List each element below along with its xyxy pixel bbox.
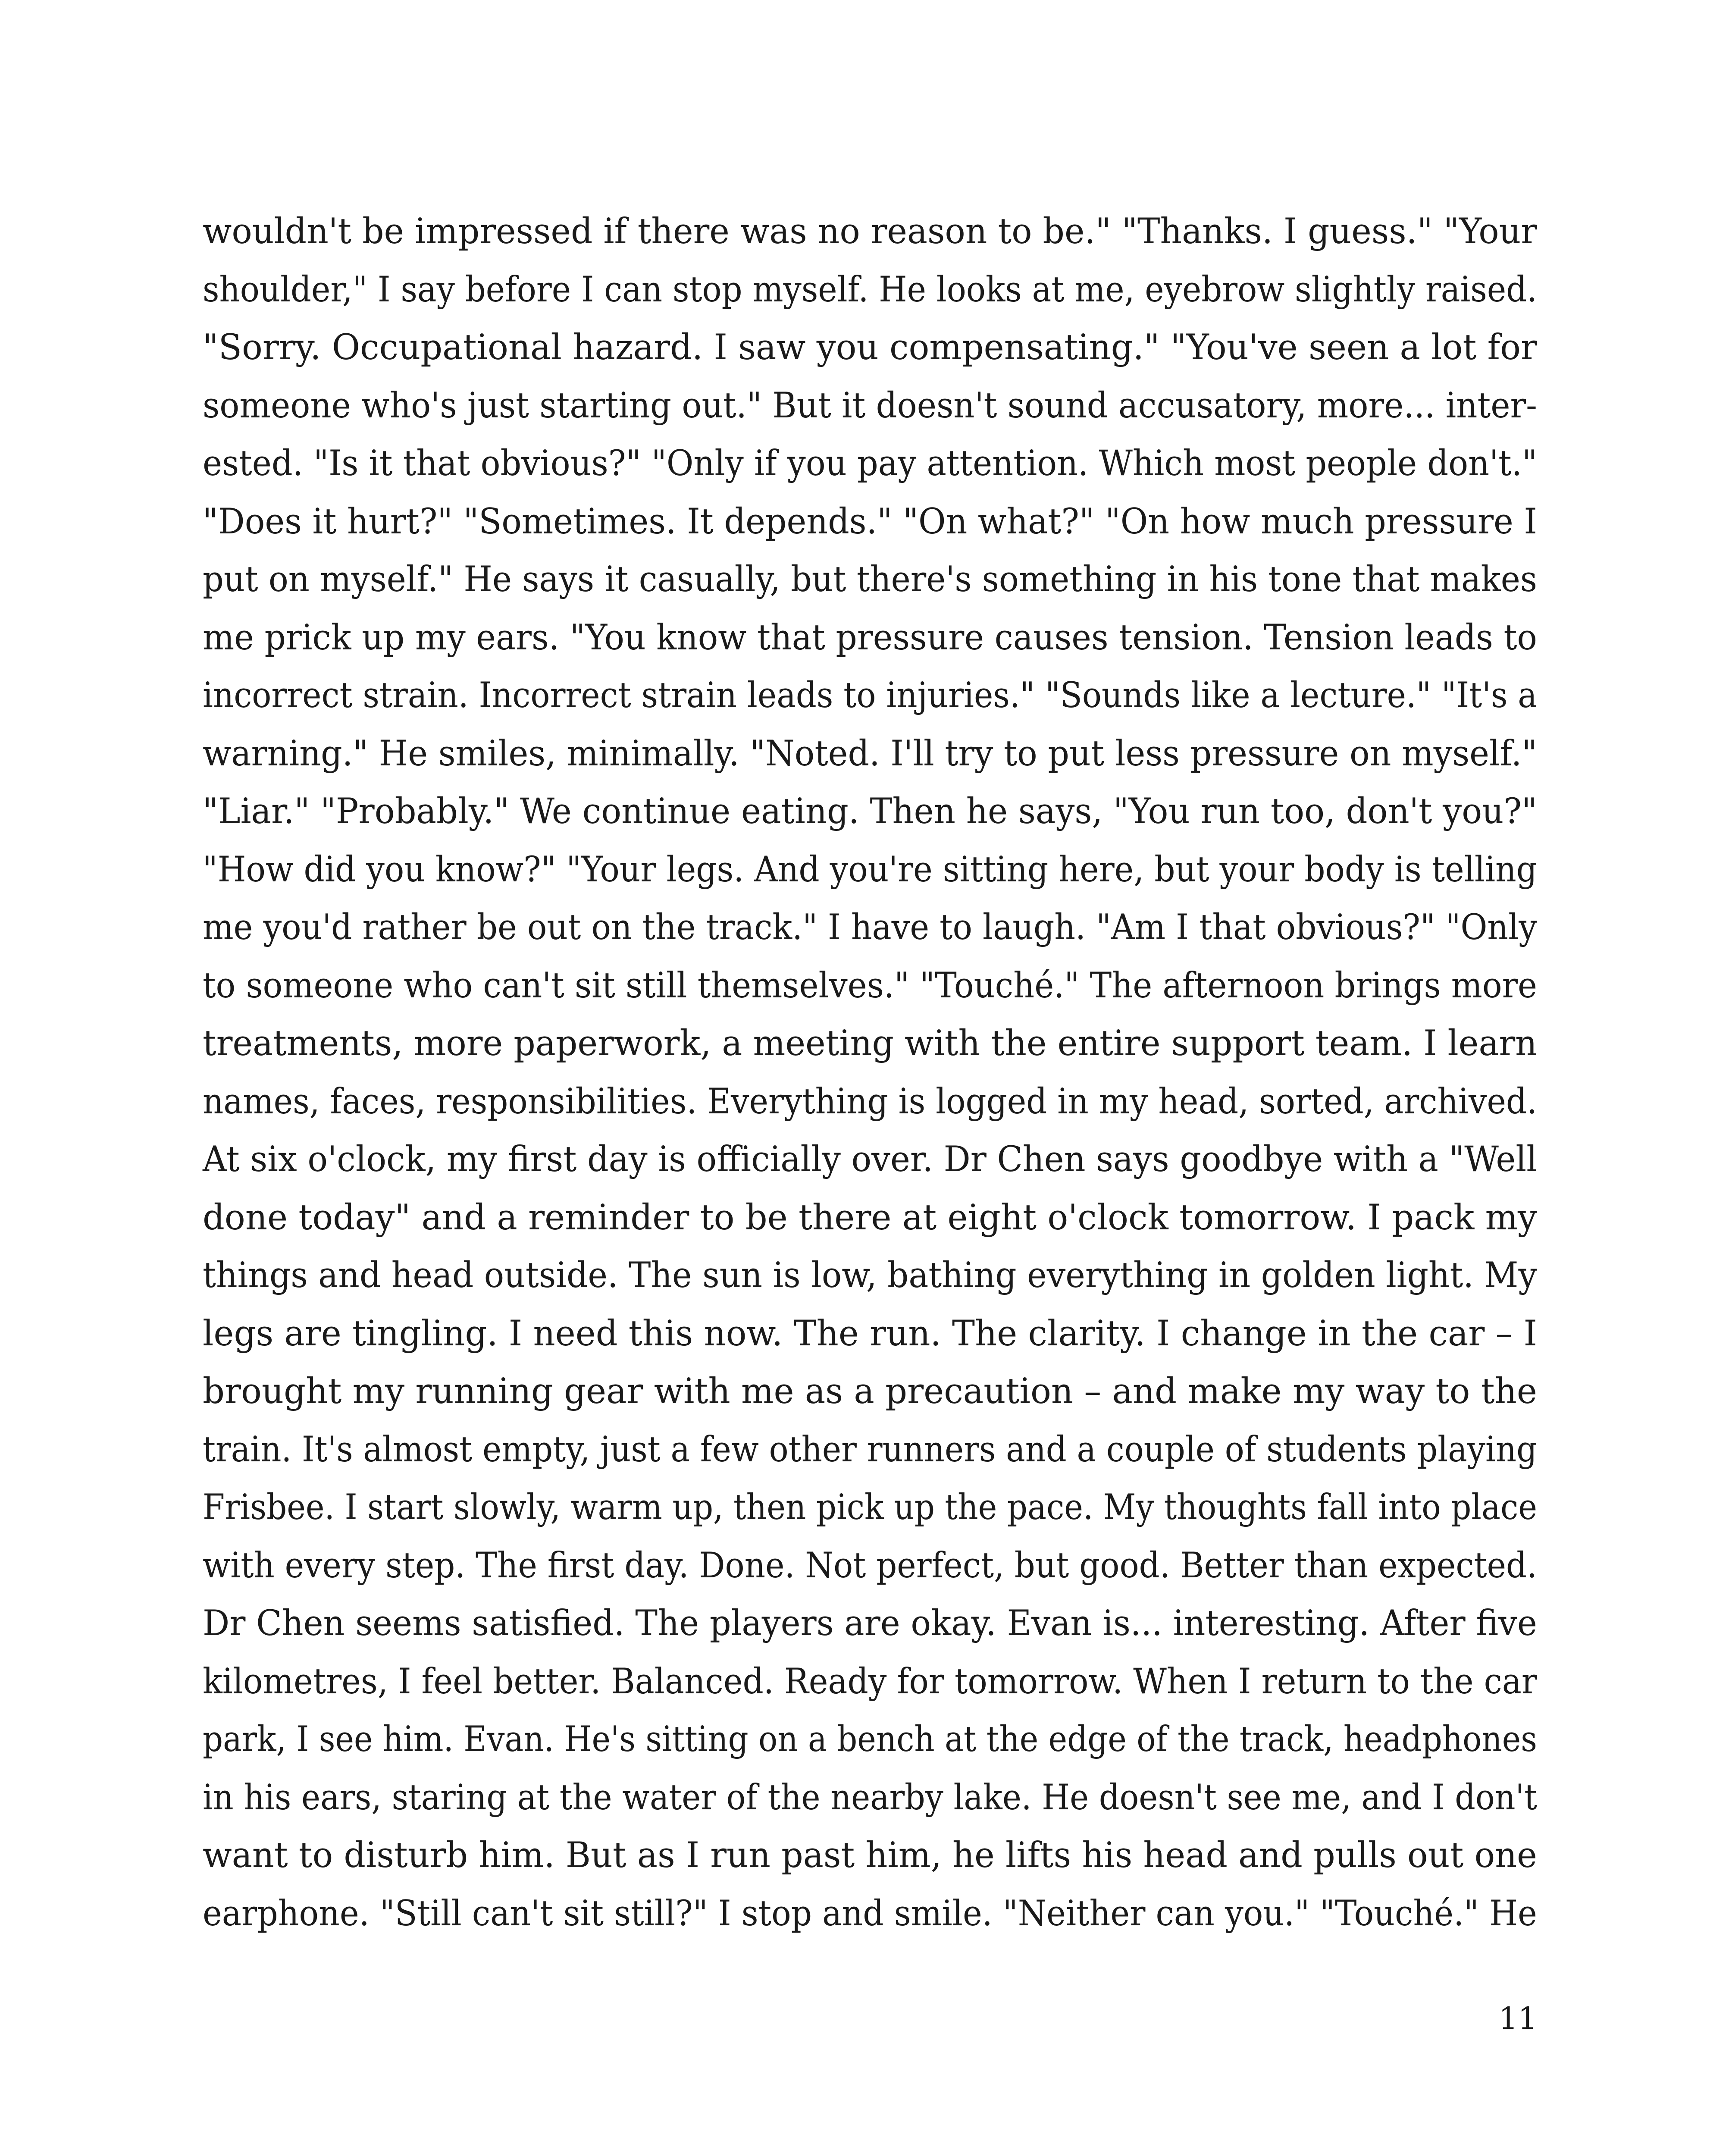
- text-line: Frisbee. I start slowly, warm up, then pick up the pace. My thoughts fall into place: [203, 1487, 1537, 1528]
- text-line: ested. "Is it that obvious?" "Only if you pay attention. Which most people don't.": [203, 443, 1537, 484]
- text-line: treatments, more paperwork, a meeting with the entire support team. I learn: [203, 1023, 1537, 1064]
- text-line: "Does it hurt?" "Sometimes. It depends." "On what?" "On how much pressure I: [203, 501, 1537, 542]
- text-line: things and head outside. The sun is low, bathing everything in golden light. My: [203, 1255, 1537, 1296]
- text-line: train. It's almost empty, just a few other runners and a couple of students playing: [203, 1429, 1537, 1470]
- text-line: me you'd rather be out on the track." I have to laugh. "Am I that obvious?" "Only: [203, 907, 1537, 948]
- text-line: legs are tingling. I need this now. The run. The clarity. I change in the car – I: [203, 1313, 1537, 1354]
- text-line: "Liar." "Probably." We continue eating. Then he says, "You run too, don't you?": [203, 791, 1537, 832]
- text-line: someone who's just starting out." But it doesn't sound accusatory, more... inter-: [203, 385, 1537, 426]
- text-line: with every step. The first day. Done. Not perfect, but good. Better than expected.: [203, 1545, 1537, 1586]
- text-line: "Sorry. Occupational hazard. I saw you compensating." "You've seen a lot for: [203, 327, 1537, 368]
- text-line: to someone who can't sit still themselves." "Touché." The afternoon brings more: [203, 965, 1537, 1006]
- text-line: earphone. "Still can't sit still?" I stop and smile. "Neither can you." "Touché." He: [203, 1893, 1537, 1934]
- text-line: wouldn't be impressed if there was no reason to be." "Thanks. I guess." "Your: [203, 211, 1537, 252]
- text-line: me prick up my ears. "You know that pressure causes tension. Tension leads to: [203, 617, 1537, 658]
- text-line: incorrect strain. Incorrect strain leads to injuries." "Sounds like a lecture." "It's a: [203, 675, 1537, 716]
- text-line: warning." He smiles, minimally. "Noted. I'll try to put less pressure on myself.": [203, 733, 1537, 774]
- text-line: "How did you know?" "Your legs. And you're sitting here, but your body is telling: [203, 849, 1537, 890]
- text-line: Dr Chen seems satisfied. The players are okay. Evan is... interesting. After five: [203, 1603, 1537, 1644]
- text-line: shoulder," I say before I can stop myself. He looks at me, eyebrow slightly raised.: [203, 269, 1537, 310]
- body-text: [203, 203, 1537, 1943]
- text-line: At six o'clock, my first day is officially over. Dr Chen says goodbye with a "Well: [203, 1139, 1537, 1180]
- text-line: in his ears, staring at the water of the nearby lake. He doesn't see me, and I don't: [203, 1777, 1537, 1818]
- text-line: done today" and a reminder to be there at eight o'clock tomorrow. I pack my: [203, 1197, 1537, 1238]
- text-line: park, I see him. Evan. He's sitting on a bench at the edge of the track, headphones: [203, 1719, 1537, 1760]
- text-line: names, faces, responsibilities. Everything is logged in my head, sorted, archived.: [203, 1081, 1537, 1122]
- text-line: put on myself." He says it casually, but there's something in his tone that makes: [203, 559, 1537, 600]
- text-line: kilometres, I feel better. Balanced. Ready for tomorrow. When I return to the car: [203, 1661, 1537, 1702]
- page-number: 11: [1498, 2001, 1537, 2036]
- text-line: brought my running gear with me as a precaution – and make my way to the: [203, 1371, 1537, 1412]
- text-line: want to disturb him. But as I run past him, he lifts his head and pulls out one: [203, 1835, 1537, 1876]
